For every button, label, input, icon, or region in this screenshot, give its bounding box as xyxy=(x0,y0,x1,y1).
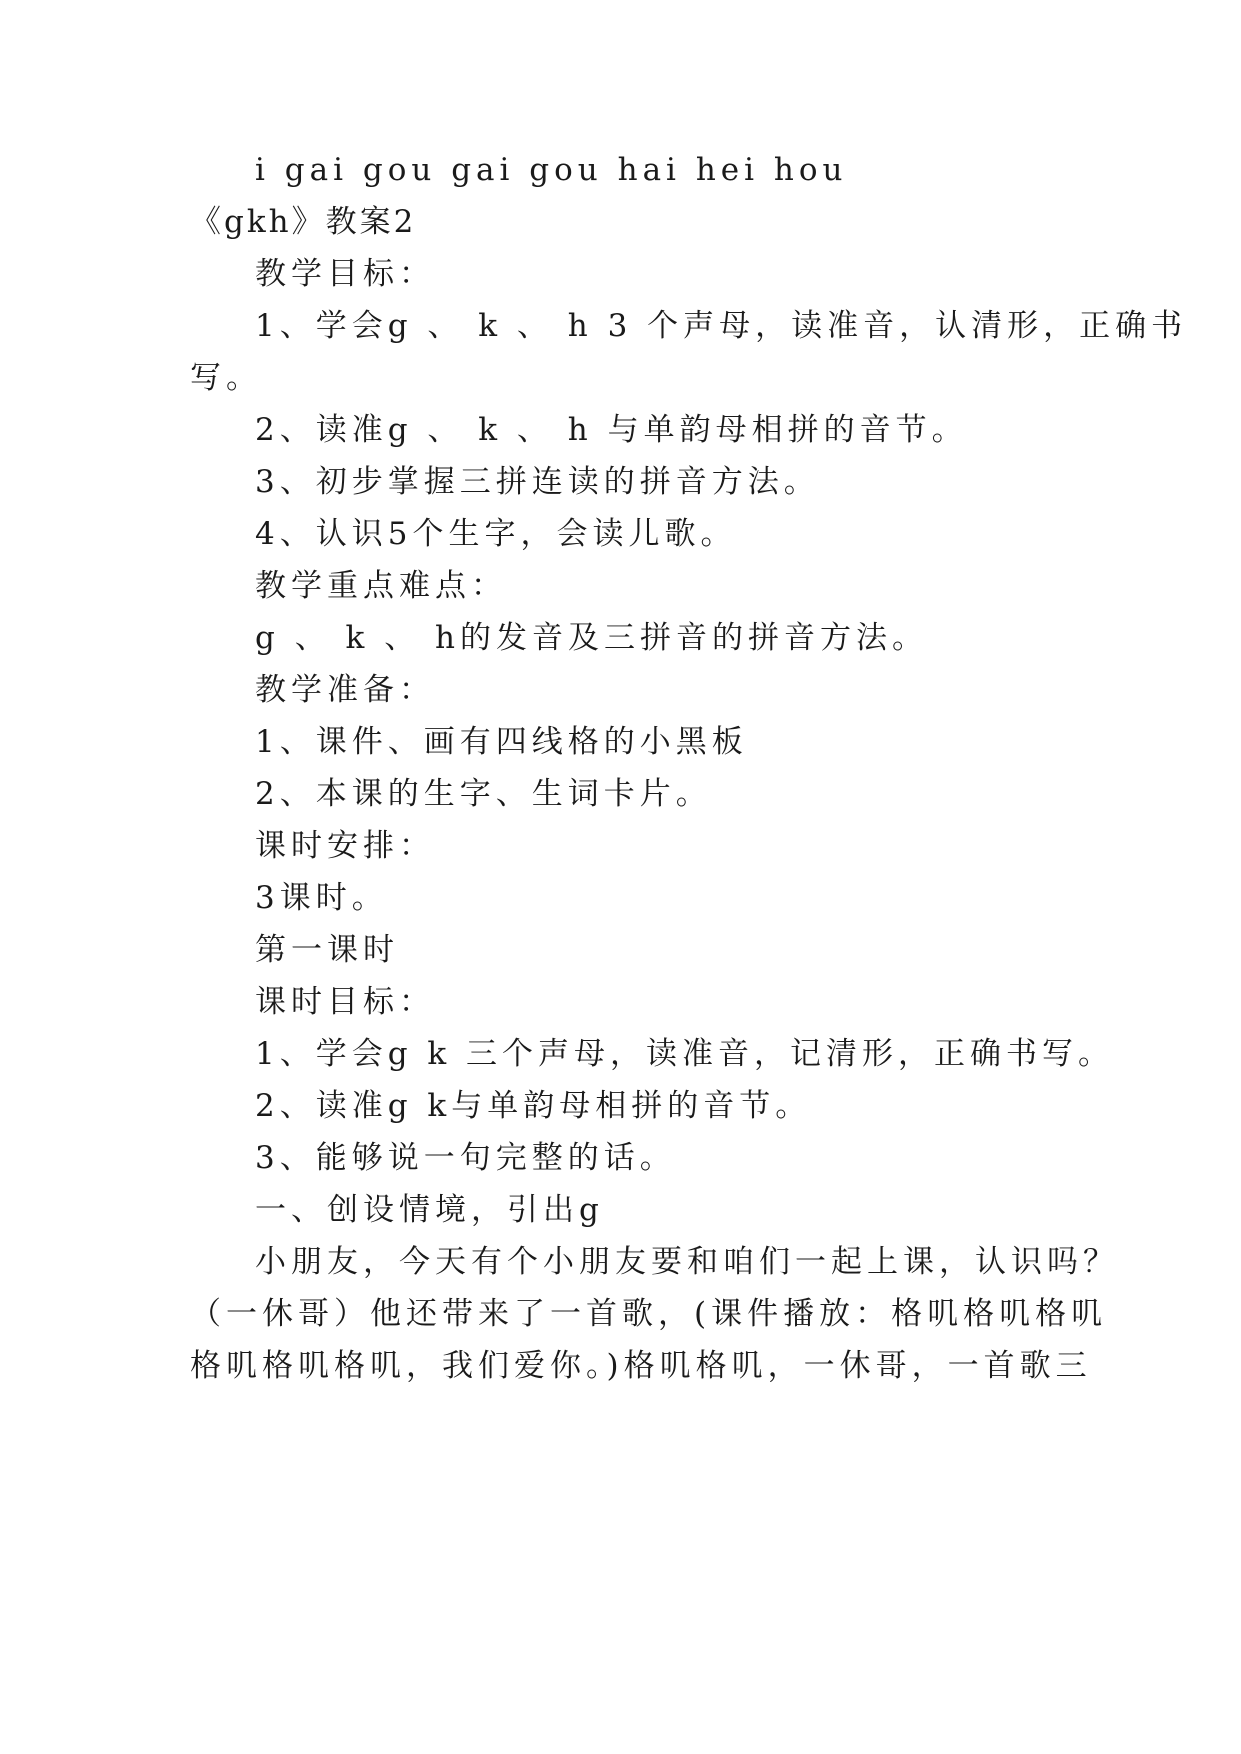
section-1-heading: 一、创设情境，引出g xyxy=(255,1192,604,1228)
paragraph-line-3: 格叽格叽格叽，我们爱你。)格叽格叽，一休哥，一首歌三 xyxy=(190,1348,1092,1384)
objective-1-continued: 写。 xyxy=(190,360,262,396)
lesson-objective-3: 3、能够说一句完整的话。 xyxy=(255,1140,676,1176)
objective-3: 3、初步掌握三拼连读的拼音方法。 xyxy=(255,464,820,500)
heading-teaching-objectives: 教学目标： xyxy=(255,256,435,292)
lesson-objective-2: 2、读准g k与单韵母相拼的音节。 xyxy=(255,1088,812,1124)
heading-schedule: 课时安排： xyxy=(255,828,435,864)
objective-4: 4、认识5个生字，会读儿歌。 xyxy=(255,516,737,552)
heading-preparation: 教学准备： xyxy=(255,672,435,708)
preparation-2: 2、本课的生字、生词卡片。 xyxy=(255,776,712,812)
heading-key-points: 教学重点难点： xyxy=(255,568,507,604)
objective-1: 1、学会g 、 k 、 h 3 个声母，读准音，认清形，正确书 xyxy=(255,308,1188,344)
lesson-objective-1: 1、学会g k 三个声母，读准音，记清形，正确书写。 xyxy=(255,1036,1115,1072)
heading-first-lesson: 第一课时 xyxy=(255,932,399,968)
objective-2: 2、读准g 、 k 、 h 与单韵母相拼的音节。 xyxy=(255,412,968,448)
pinyin-syllables-line: i gai gou gai gou hai hei hou xyxy=(255,152,848,188)
key-points-text: g 、 k 、 h的发音及三拼音的拼音方法。 xyxy=(255,620,929,656)
paragraph-line-1: 小朋友，今天有个小朋友要和咱们一起上课，认识吗？ xyxy=(255,1244,1119,1280)
heading-lesson-objectives: 课时目标： xyxy=(255,984,435,1020)
paragraph-line-2: （一休哥）他还带来了一首歌，(课件播放：格叽格叽格叽 xyxy=(190,1296,1108,1332)
preparation-1: 1、课件、画有四线格的小黑板 xyxy=(255,724,748,760)
document-title: 《gkh》教案2 xyxy=(190,204,417,240)
schedule-text: 3课时。 xyxy=(255,880,388,916)
